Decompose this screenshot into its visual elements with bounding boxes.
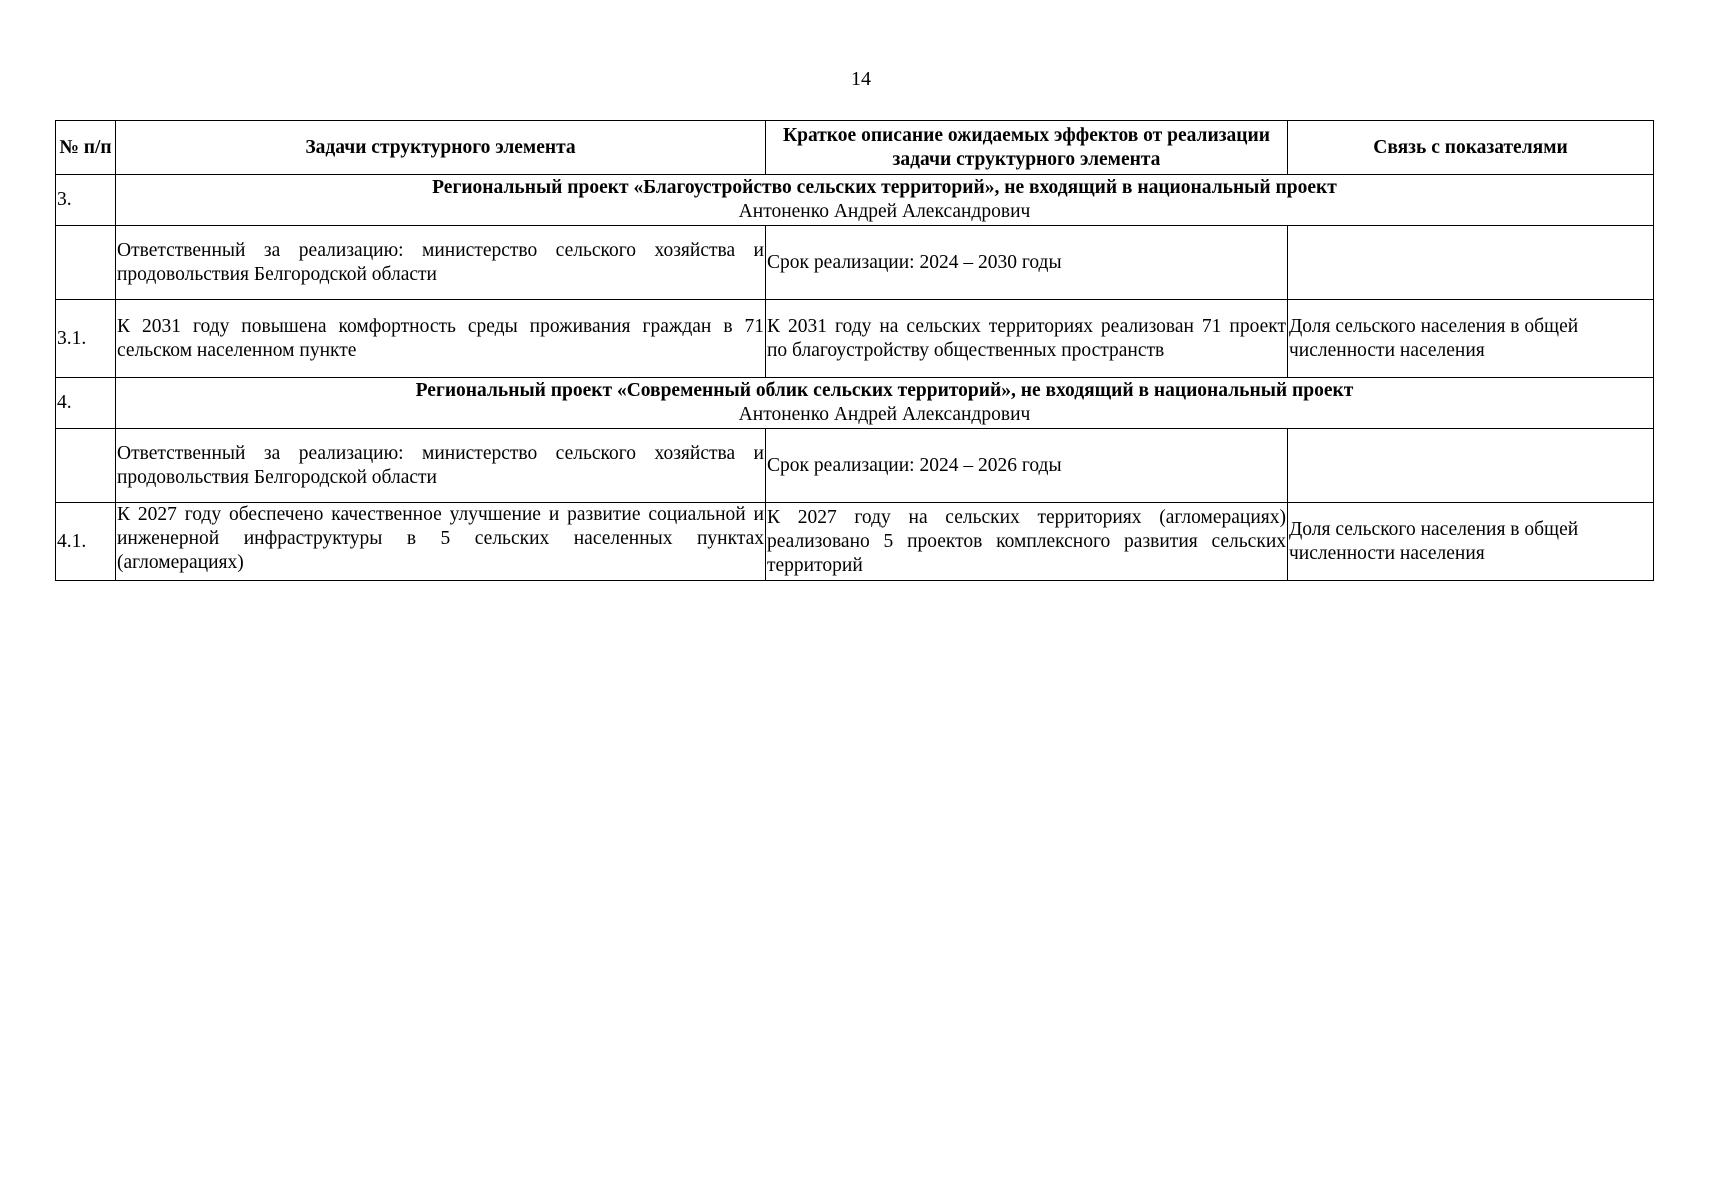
project-num: 4. xyxy=(56,378,116,429)
responsible-row xyxy=(56,429,1654,503)
task-row xyxy=(56,300,1654,378)
project-person: Антоненко Андрей Александрович xyxy=(738,404,1031,425)
responsible-text: Ответственный за реализацию: министерство сельского хозяйства и продовольствия Белгородской области xyxy=(116,429,766,503)
project-person: Антоненко Андрей Александрович xyxy=(738,201,1031,222)
task-link: Доля сельского населения в общей численности населения xyxy=(1288,503,1654,581)
page-number: 14 xyxy=(851,68,871,90)
header-effect: Краткое описание ожидаемых эффектов от реализации задачи структурного элемента xyxy=(766,121,1288,175)
task-effect: К 2027 году на сельских территориях (агломерациях) реализовано 5 проектов комплексного развития сельских территорий xyxy=(766,503,1288,581)
task-num: 3.1. xyxy=(56,300,116,378)
project-row xyxy=(56,378,1654,429)
project-title-cell xyxy=(116,378,1654,429)
header-num: № п/п xyxy=(56,121,116,175)
responsible-text: Ответственный за реализацию: министерство сельского хозяйства и продовольствия Белгородской области xyxy=(116,226,766,300)
project-title-cell xyxy=(116,175,1654,226)
table-header-row xyxy=(56,121,1654,175)
project-row xyxy=(56,175,1654,226)
header-task: Задачи структурного элемента xyxy=(116,121,766,175)
task-link: Доля сельского населения в общей численности населения xyxy=(1288,300,1654,378)
task-effect: К 2031 году на сельских территориях реализован 71 проект по благоустройству общественных пространств xyxy=(766,300,1288,378)
empty-cell xyxy=(56,429,116,503)
empty-cell xyxy=(56,226,116,300)
empty-cell xyxy=(1288,226,1654,300)
structural-element-table xyxy=(55,120,1654,581)
project-title: Региональный проект «Благоустройство сельских территорий», не входящий в национальный проект xyxy=(432,177,1337,198)
task-num: 4.1. xyxy=(56,503,116,581)
period-text: Срок реализации: 2024 – 2026 годы xyxy=(766,429,1288,503)
period-text: Срок реализации: 2024 – 2030 годы xyxy=(766,226,1288,300)
task-row xyxy=(56,503,1654,581)
task-text: К 2027 году обеспечено качественное улучшение и развитие социальной и инженерной инфраструктуры в 5 сельских населенных пунктах (агломерациях) xyxy=(116,503,766,581)
task-text: К 2031 году повышена комфортность среды проживания граждан в 71 сельском населенном пункте xyxy=(116,300,766,378)
project-num: 3. xyxy=(56,175,116,226)
project-title: Региональный проект «Современный облик сельских территорий», не входящий в национальный проект xyxy=(415,380,1354,401)
empty-cell xyxy=(1288,429,1654,503)
header-link: Связь с показателями xyxy=(1288,121,1654,175)
responsible-row xyxy=(56,226,1654,300)
